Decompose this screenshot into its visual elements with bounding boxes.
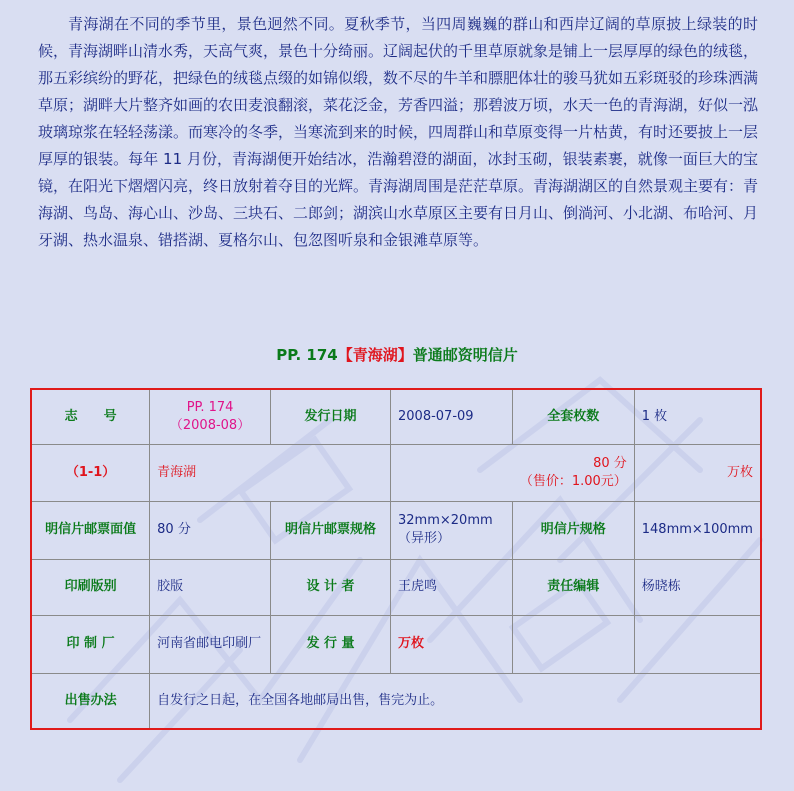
title-name: 【青海湖】 [337,346,413,364]
issue-date-label: 发行日期 [270,389,390,444]
editor-value: 杨晓栋 [634,559,761,615]
card-spec-value: 148mm×100mm [634,501,761,559]
circulation-label: 发 行 量 [270,615,390,673]
stamp-spec-value: 32mm×20mm（异形） [391,501,513,559]
empty-cell [512,615,634,673]
set-count-value: 1 枚 [634,389,761,444]
set-count-label: 全套枚数 [512,389,634,444]
face-value-label: 明信片邮票面值 [31,501,150,559]
item-sale-price: （售价：1.00元） [519,473,627,489]
table-row [31,673,761,729]
item-name: 青海湖 [150,444,391,501]
table-row [31,559,761,615]
item-price-cell [391,444,635,501]
sale-method-value: 自发行之日起，在全国各地邮局出售，售完为止。 [150,673,761,729]
stamp-info-table [30,388,762,730]
item-number: （1-1） [31,444,150,501]
card-spec-label: 明信片规格 [512,501,634,559]
table-row [31,444,761,501]
print-method-value: 胶版 [150,559,271,615]
circulation-value: 万枚 [391,615,513,673]
empty-cell [634,615,761,673]
table-row [31,615,761,673]
intro-paragraph: 青海湖在不同的季节里，景色迥然不同。夏秋季节，当四周巍巍的群山和西岸辽阔的草原披上绿装的时候，青海湖畔山清水秀，天高气爽，景色十分绮丽。辽阔起伏的千里草原就象是铺上一层厚厚的绿色的绒毯，那五彩缤纷的野花，把绿色的绒毯点缀的如锦似缎，数不尽的牛羊和膘肥体壮的骏马犹如五彩斑驳的珍珠洒满草原；湖畔大片整齐如画的农田麦浪翻滚，菜花泛金，芳香四溢；那碧波万顷，水天一色的青海湖，好似一泓玻璃琼浆在轻轻荡漾。而寒冷的冬季，当寒流到来的时候，四周群山和草原变得一片枯黄，有时还要披上一层厚厚的银装。每年 11 月份，青海湖便开始结冰，浩瀚碧澄的湖面，冰封玉砌，银装素裹，就像一面巨大的宝镜，在阳光下熠熠闪亮，终日放射着夺目的光辉。青海湖周围是茫茫草原。青海湖湖区的自然景观主要有：青海湖、鸟岛、海心山、沙岛、三块石、二郎剑；湖滨山水草原区主要有日月山、倒淌河、小北湖、布哈河、月牙湖、热水温泉、错搭湖、夏格尔山、包忽图听泉和金银滩草原等。 [38,15,759,249]
title-prefix: PP. 174 [276,346,338,364]
face-value: 80 分 [150,501,271,559]
designer-value: 王虎鸣 [391,559,513,615]
issue-date-value: 2008-07-09 [391,389,513,444]
print-method-label: 印刷版别 [31,559,150,615]
zhihao-label: 志 号 [31,389,150,444]
zhihao-year: （2008-08） [169,417,251,433]
table-row [31,501,761,559]
zhihao-code: PP. 174 [186,399,234,415]
item-quantity: 万枚 [634,444,761,501]
zhihao-value [150,389,271,444]
printer-label: 印 制 厂 [31,615,150,673]
editor-label: 责任编辑 [512,559,634,615]
designer-label: 设 计 者 [270,559,390,615]
page-title [0,344,794,365]
item-face-value: 80 分 [593,455,627,471]
stamp-spec-label: 明信片邮票规格 [270,501,390,559]
table-row [31,389,761,444]
printer-value: 河南省邮电印刷厂 [150,615,271,673]
sale-method-label: 出售办法 [31,673,150,729]
title-suffix: 普通邮资明信片 [412,346,518,364]
